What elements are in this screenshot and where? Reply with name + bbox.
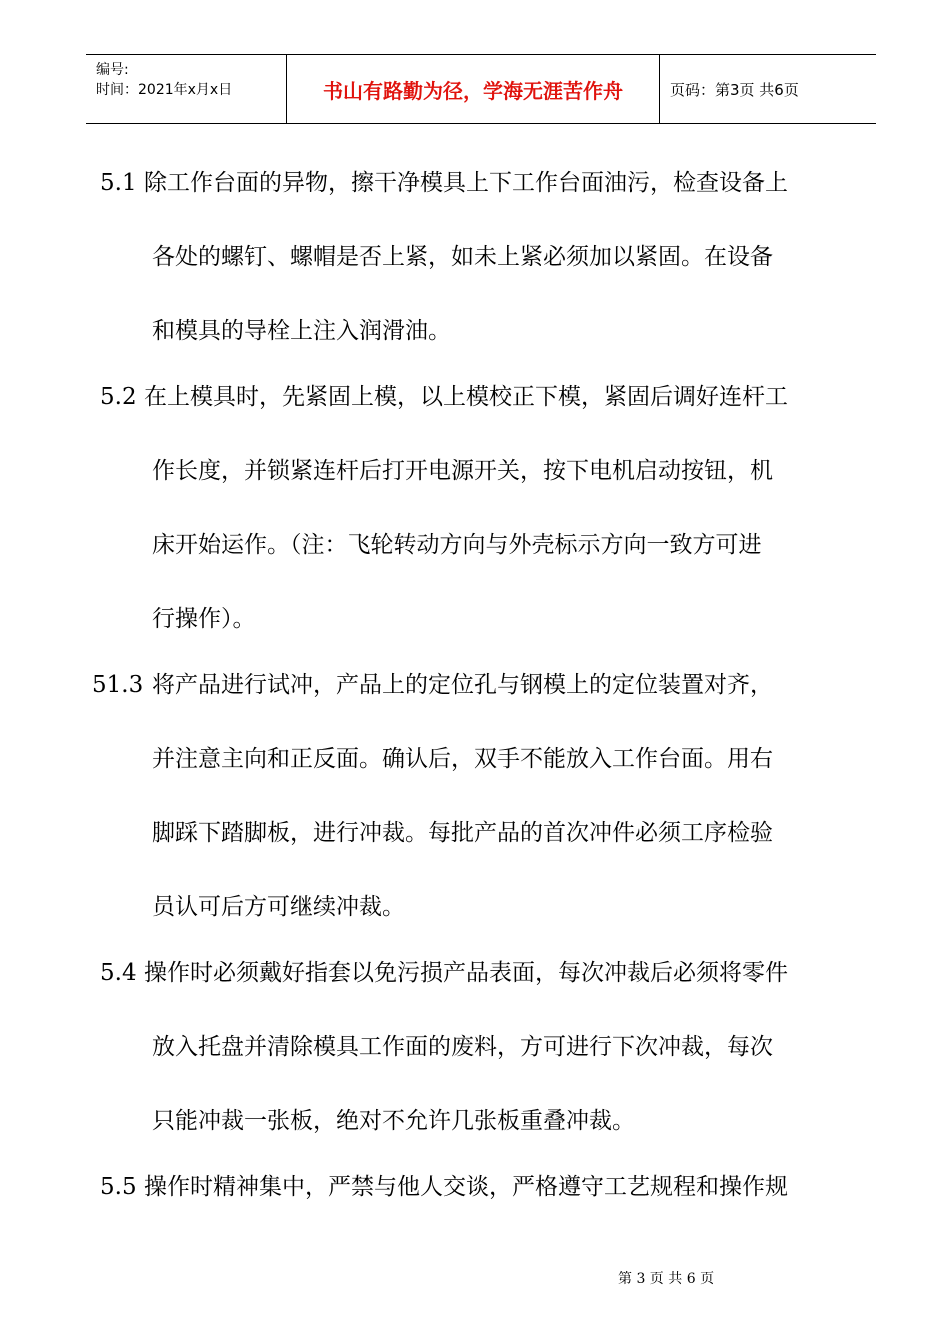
paragraph-number: 5.2 [100, 384, 137, 410]
paragraph-number: 5.5 [100, 1174, 137, 1200]
paragraph-line: 操作时精神集中，严禁与他人交谈，严格遵守工艺规程和操作规 [144, 1174, 788, 1200]
paragraph-line: 将产品进行试冲，产品上的定位孔与钢模上的定位装置对齐， [152, 672, 773, 698]
header-page-info: 页码：第3页 共6页 [670, 80, 799, 99]
paragraph-number: 51.3 [92, 672, 144, 698]
page-header [86, 54, 876, 124]
header-motto: 书山有路勤为径，学海无涯苦作舟 [286, 55, 660, 123]
paragraph-line: 床开始运作。（注：飞轮转动方向与外壳标示方向一致方可进 [152, 532, 762, 558]
paragraph-line: 除工作台面的异物，擦干净模具上下工作台面油污，检查设备上 [144, 170, 788, 196]
document-number-label: 编号: [96, 62, 129, 78]
paragraph-number: 5.1 [100, 170, 137, 196]
paragraph-line: 行操作）。 [152, 606, 256, 632]
document-date: 时间：2021年x月x日 [96, 82, 233, 98]
paragraph-line: 操作时必须戴好指套以免污损产品表面，每次冲裁后必须将零件 [144, 960, 788, 986]
paragraph-line: 放入托盘并清除模具工作面的废料，方可进行下次冲裁，每次 [152, 1034, 773, 1060]
paragraph-line: 和模具的导栓上注入润滑油。 [152, 318, 451, 344]
paragraph-number: 5.4 [100, 960, 137, 986]
paragraph-line: 各处的螺钉、螺帽是否上紧，如未上紧必须加以紧固。在设备 [152, 244, 773, 270]
paragraph-line: 脚踩下踏脚板，进行冲裁。每批产品的首次冲件必须工序检验 [152, 820, 773, 846]
paragraph-line: 只能冲裁一张板，绝对不允许几张板重叠冲裁。 [152, 1108, 635, 1134]
header-meta [86, 55, 286, 123]
paragraph-line: 并注意主向和正反面。确认后，双手不能放入工作台面。用右 [152, 746, 773, 772]
paragraph-line: 在上模具时，先紧固上模，以上模校正下模，紧固后调好连杆工 [144, 384, 788, 410]
paragraph-line: 员认可后方可继续冲裁。 [152, 894, 405, 920]
paragraph-line: 作长度，并锁紧连杆后打开电源开关，按下电机启动按钮，机 [152, 458, 773, 484]
footer-page-number: 第 3 页 共 6 页 [618, 1271, 715, 1287]
